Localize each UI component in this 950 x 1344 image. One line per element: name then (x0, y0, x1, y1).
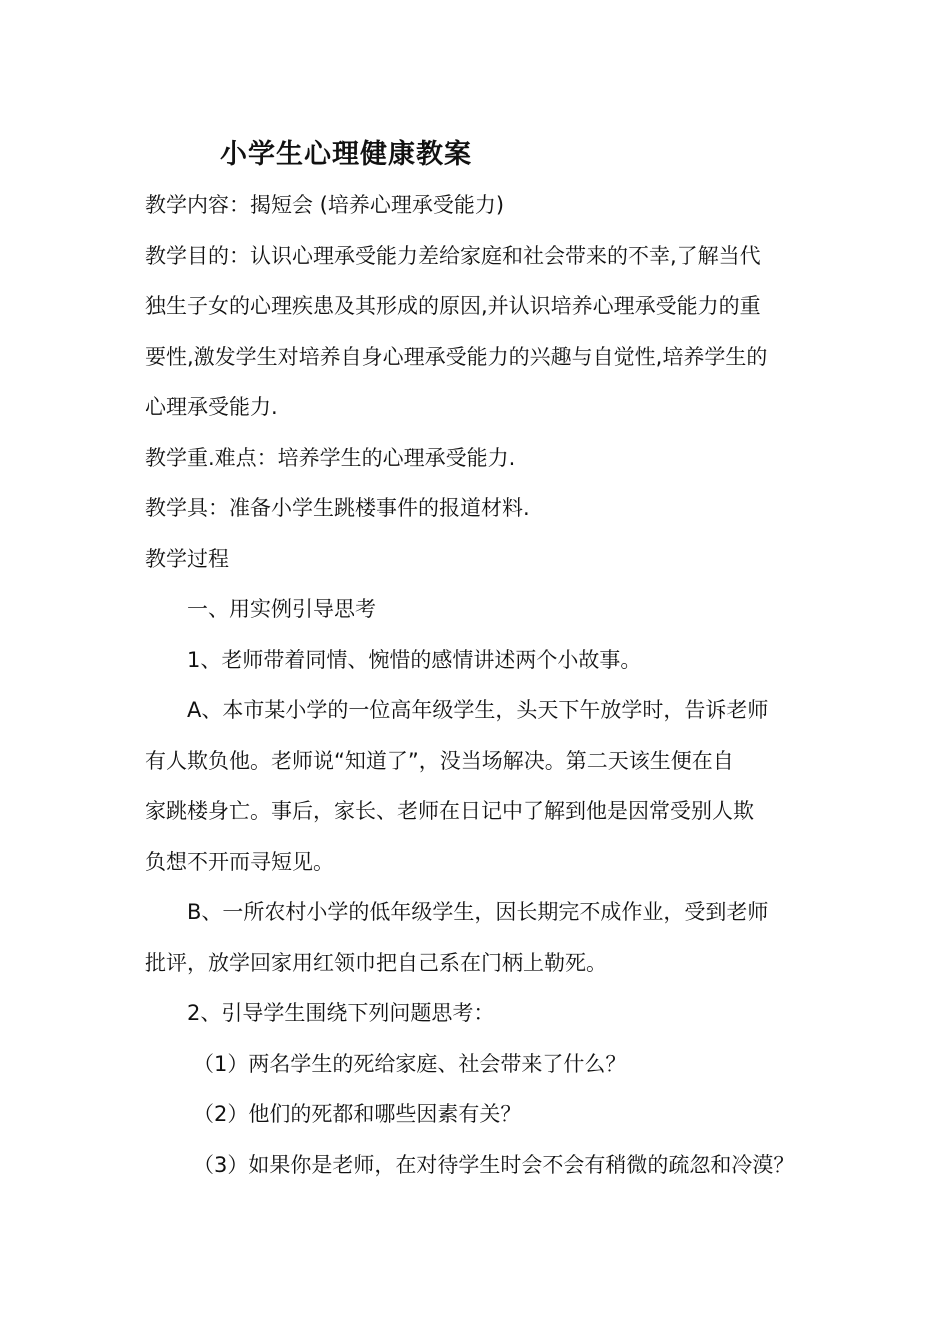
story-b-line-2: 批评，放学回家用红领巾把自己系在门柄上勒死。 (145, 950, 607, 975)
document-body (145, 180, 815, 1190)
story-b-line-1: B、一所农村小学的低年级学生，因长期完不成作业，受到老师 (187, 900, 769, 924)
question-three-line: （3）如果你是老师，在对待学生时会不会有稍微的疏忽和冷漠？ (193, 1152, 795, 1177)
teaching-content-line: 教学内容：揭短会 (培养心理承受能力) (145, 193, 505, 217)
question-two-line: （2）他们的死都和哪些因素有关？ (193, 1102, 522, 1126)
teaching-goal-line-4: 心理承受能力. (145, 395, 278, 419)
teaching-goal-line-3: 要性,激发学生对培养自身心理承受能力的兴趣与自觉性,培养学生的 (145, 344, 768, 369)
question-one-line: （1）两名学生的死给家庭、社会带来了什么？ (193, 1051, 627, 1076)
teaching-goal-line-1: 教学目的：认识心理承受能力差给家庭和社会带来的不幸,了解当代 (145, 243, 761, 268)
story-a-line-4: 负想不开而寻短见。 (145, 849, 334, 874)
teaching-goal-line-2: 独生子女的心理疾患及其形成的原因,并认识培养心理承受能力的重 (145, 294, 761, 318)
step-two-line: 2、引导学生围绕下列问题思考： (187, 1001, 495, 1025)
key-points-line: 教学重.难点：培养学生的心理承受能力. (145, 445, 516, 470)
teaching-materials-line: 教学具：准备小学生跳楼事件的报道材料. (145, 496, 530, 520)
section-one-heading: 一、用实例引导思考 (187, 597, 376, 621)
story-a-line-3: 家跳楼身亡。事后，家长、老师在日记中了解到他是因常受别人欺 (145, 799, 754, 823)
teaching-process-heading: 教学过程 (145, 546, 229, 571)
story-a-line-1: A、本市某小学的一位高年级学生，头天下午放学时，告诉老师 (187, 698, 769, 722)
story-a-line-2: 有人欺负他。老师说“知道了”，没当场解决。第二天该生便在自 (145, 748, 734, 773)
document-title: 小学生心理健康教案 (220, 139, 472, 170)
step-one-line: 1、老师带着同情、惋惜的感情讲述两个小故事。 (187, 647, 642, 672)
